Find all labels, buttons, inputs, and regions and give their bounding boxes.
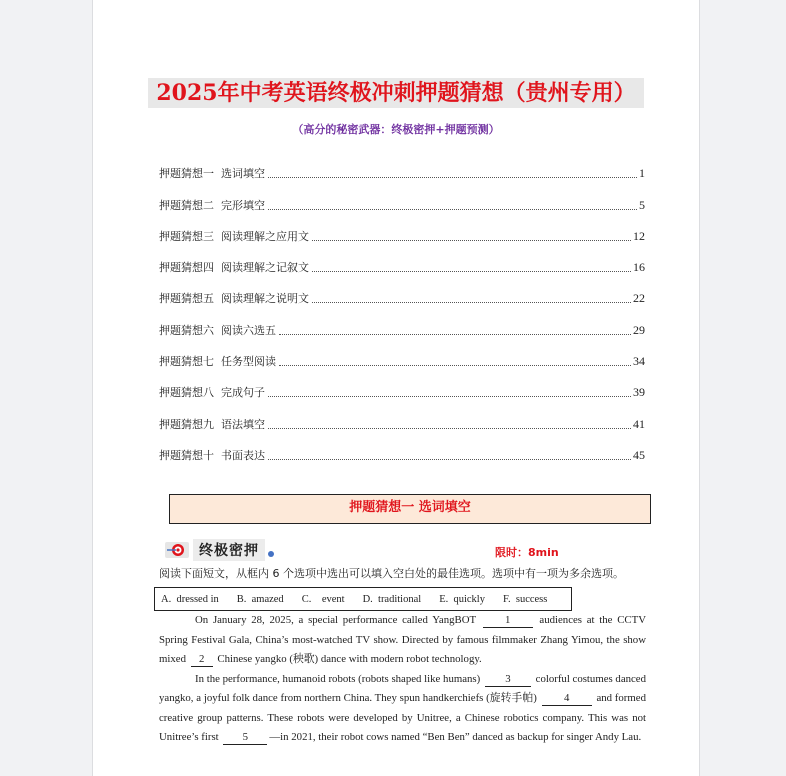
toc-page-number: 1 bbox=[639, 166, 645, 181]
toc-page-number: 22 bbox=[633, 291, 645, 306]
option-d: D. traditional bbox=[362, 593, 422, 605]
toc-label: 押题猜想十 书面表达 bbox=[159, 448, 265, 462]
passage bbox=[159, 611, 646, 748]
title-wrap bbox=[93, 78, 699, 108]
toc-row[interactable] bbox=[159, 150, 645, 181]
toc-leader bbox=[312, 270, 631, 272]
passage-paragraph-2 bbox=[159, 670, 646, 748]
toc-row[interactable] bbox=[159, 338, 645, 369]
badge-label: 终极密押 bbox=[193, 539, 265, 561]
blank-3: 3 bbox=[485, 673, 531, 687]
toc-label: 押题猜想四 阅读理解之记叙文 bbox=[159, 261, 309, 275]
document-page bbox=[92, 0, 700, 776]
target-icon bbox=[165, 541, 189, 559]
passage-text: —in 2021, their robot cows named “Ben Ben” danced as backup for singer Andy Lau. bbox=[269, 731, 642, 743]
toc-row[interactable] bbox=[159, 275, 645, 306]
toc-label: 押题猜想八 完成句子 bbox=[159, 386, 265, 400]
toc-page-number: 39 bbox=[633, 385, 645, 400]
dot-icon bbox=[268, 551, 274, 557]
table-of-contents bbox=[159, 150, 645, 463]
toc-page-number: 5 bbox=[639, 197, 645, 212]
passage-paragraph-1 bbox=[159, 611, 646, 670]
document-title: 2025年中考英语终极冲刺押题猜想（贵州专用） bbox=[148, 78, 643, 108]
toc-label: 押题猜想九 语法填空 bbox=[159, 417, 265, 431]
blank-2: 2 bbox=[191, 653, 213, 667]
toc-leader bbox=[268, 208, 637, 210]
option-b: B. amazed bbox=[236, 593, 284, 605]
passage-text: colorful costumes danced yangko, a joyful folk dance from northern China. They spun handkerchiefs (旋转手帕) bbox=[159, 672, 646, 704]
passage-text: In the performance, humanoid robots (robots shaped like humans) bbox=[195, 672, 483, 685]
toc-row[interactable] bbox=[159, 400, 645, 431]
blank-1: 1 bbox=[483, 614, 533, 628]
toc-leader bbox=[312, 239, 631, 241]
toc-leader bbox=[279, 364, 631, 366]
toc-leader bbox=[268, 176, 637, 178]
toc-row[interactable] bbox=[159, 306, 645, 337]
toc-leader bbox=[268, 427, 631, 429]
blank-5: 5 bbox=[223, 731, 267, 745]
document-subtitle: （高分的秘密武器：终极密押+押题预测） bbox=[292, 123, 500, 136]
options-box bbox=[154, 587, 572, 611]
passage-text: Chinese yangko (秧歌) dance with modern robot technology. bbox=[214, 653, 482, 665]
option-e: E. quickly bbox=[439, 593, 485, 605]
toc-page-number: 16 bbox=[633, 260, 645, 275]
blank-4: 4 bbox=[542, 692, 592, 706]
toc-leader bbox=[268, 395, 631, 397]
toc-label: 押题猜想五 阅读理解之说明文 bbox=[159, 292, 309, 306]
toc-row[interactable] bbox=[159, 244, 645, 275]
passage-text: and formed creative group patterns. These robots were developed by Unitree, a Chinese robotics company. This was not Unitree’s first bbox=[159, 692, 646, 743]
option-f: F. success bbox=[502, 593, 548, 605]
badge bbox=[165, 539, 274, 561]
passage-text: On January 28, 2025, a special performance called YangBOT bbox=[195, 614, 481, 626]
option-a: A. dressed in bbox=[161, 593, 219, 605]
passage-text: audiences at the CCTV Spring Festival Gala, China’s most-watched TV show. Directed by famous filmmaker Zhang Yimou, the show mixed bbox=[159, 614, 646, 665]
toc-label: 押题猜想七 任务型阅读 bbox=[159, 355, 276, 369]
toc-row[interactable] bbox=[159, 369, 645, 400]
toc-row[interactable] bbox=[159, 432, 645, 463]
toc-label: 押题猜想二 完形填空 bbox=[159, 198, 265, 212]
toc-page-number: 41 bbox=[633, 416, 645, 431]
toc-label: 押题猜想一 选词填空 bbox=[159, 167, 265, 181]
instruction-text: 阅读下面短文，从框内 6 个选项中选出可以填入空白处的最佳选项。选项中有一项为多余选项。 bbox=[159, 567, 624, 580]
option-c: C. event bbox=[301, 593, 345, 605]
toc-leader bbox=[312, 301, 631, 303]
toc-page-number: 34 bbox=[633, 354, 645, 369]
section-heading: 押题猜想一 选词填空 bbox=[169, 494, 651, 524]
toc-label: 押题猜想六 阅读六选五 bbox=[159, 323, 276, 337]
toc-leader bbox=[268, 458, 631, 460]
toc-row[interactable] bbox=[159, 213, 645, 244]
toc-page-number: 29 bbox=[633, 322, 645, 337]
toc-page-number: 45 bbox=[633, 447, 645, 462]
toc-page-number: 12 bbox=[633, 228, 645, 243]
toc-leader bbox=[279, 333, 631, 335]
time-limit: 限时：8min bbox=[495, 546, 559, 559]
toc-label: 押题猜想三 阅读理解之应用文 bbox=[159, 229, 309, 243]
toc-row[interactable] bbox=[159, 181, 645, 212]
